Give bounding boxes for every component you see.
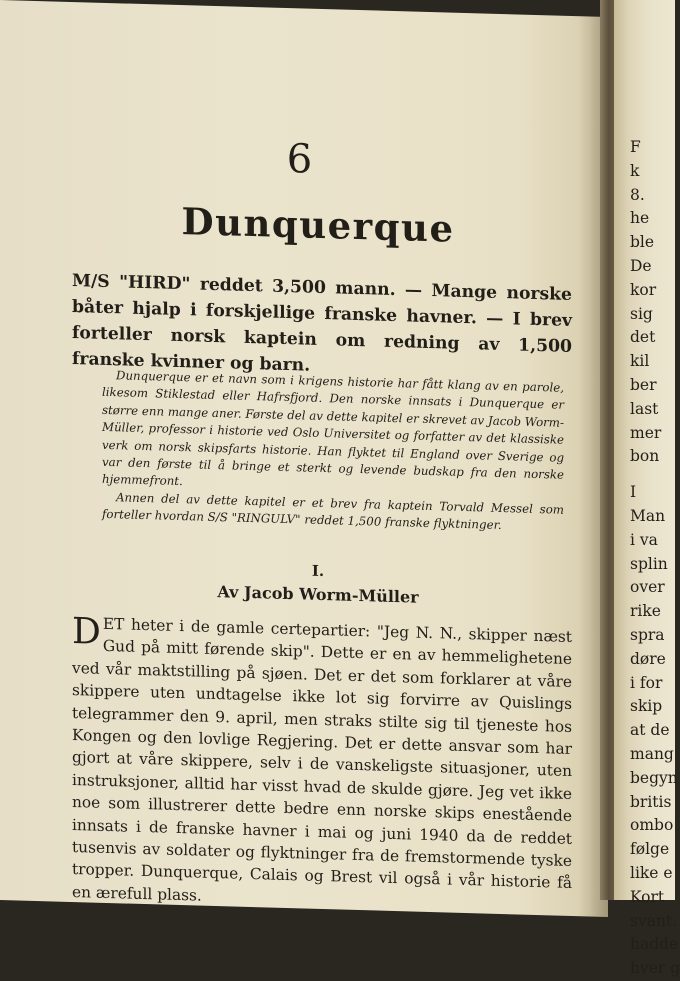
drop-cap: D: [72, 611, 101, 653]
body-paragraph: [72, 612, 572, 917]
right-page: [614, 0, 680, 978]
right-line: hadde: [630, 935, 679, 954]
right-line: ble: [630, 233, 655, 252]
section-author: Av Jacob Worm-Müller: [217, 582, 419, 607]
right-line: døre: [630, 649, 666, 668]
right-line: svant.: [630, 911, 678, 930]
right-line: last: [630, 399, 659, 418]
right-line: he: [630, 209, 650, 228]
right-line: skip: [630, 697, 663, 716]
right-line: bon: [630, 447, 660, 466]
right-line: i for: [630, 673, 663, 692]
right-line: F: [630, 138, 641, 156]
right-line: rike: [630, 602, 661, 621]
intro-paragraph-1: Dunquerque er et navn som i krigens historie har fått klang av en parole, likesom Stiklestad eller Hafrsfjord. Den norske innsats i Dunquerque er større enn mange aner. Første del av dette kapitel er skrevet av Jacob Worm-Müller, professor i historie ved Oslo Universitet og forfatter av det klassiske verk om norsk skipsfarts historie. Han flyktet til England over Sverige og var den første til å bringe et sterkt og levende budskap fra den norske hjemmefront.: [102, 368, 564, 489]
chapter-title: Dunquerque: [181, 199, 455, 251]
right-line: i va: [630, 530, 658, 549]
right-line: k: [630, 161, 640, 180]
right-line: spra: [630, 625, 665, 644]
right-line: mer: [630, 423, 662, 442]
right-line: I: [630, 483, 637, 502]
right-line: De: [630, 256, 652, 275]
right-line: mang: [630, 744, 674, 763]
right-line: over: [630, 578, 665, 597]
right-line: at de: [630, 721, 670, 740]
right-line: kil: [630, 352, 650, 371]
right-line: like e: [630, 863, 673, 882]
right-line: hver g: [630, 959, 680, 978]
body-text: ET heter i de gamle certepartier: "Jeg N. N., skipper næst Gud på mitt førende skip". Dette er en av hemmelighetene ved vår maktstilling på sjøen. Det er det som forklarer at våre skippere uten undtagelse ikke lot sig forvirre av Quislings telegrammer den 9. april, men straks stilte sig til tjeneste hos Kongen og den lovlige Regjering. Det er dette ansvar som har gjort at våre skippere, selv i de vanskeligste situasjoner, uten instruksjoner, alltid har visst hvad de skulde gjøre. Jeg vet ikke noe som illustrerer dette bedre enn norske skips enestående innsats i de franske havner i mai og juni 1940 da de reddet tusenvis av soldater og flyktninger fra de fremstormende tyske tropper. Dunquerque, Calais og Brest vil også i vår historie få en ærefull plass.: [72, 614, 572, 905]
right-line: ber: [630, 375, 657, 394]
right-line: splin: [630, 554, 668, 573]
chapter-number: 6: [286, 136, 314, 183]
right-line: britis: [630, 792, 672, 811]
right-line: begyn: [630, 768, 678, 787]
right-line: Kort: [630, 887, 665, 906]
right-line: kor: [630, 280, 657, 299]
right-line: det: [630, 328, 656, 347]
section-numeral: I.: [311, 561, 325, 581]
right-page-lines: [630, 136, 680, 981]
right-line: ombo: [630, 816, 674, 835]
right-line: sig: [630, 304, 653, 323]
chapter-intro: [102, 367, 564, 537]
chapter-summary: M/S "HIRD" reddet 3,500 mann. — Mange norske båter hjalp i forskjellige franske havner. — I brev forteller norsk kaptein om redning av 1,500 franske kvinner og barn.: [72, 271, 572, 376]
intro-paragraph-2: Annen del av dette kapitel er et brev fra kaptein Torvald Messel som forteller hvordan S/S "RINGULV" reddet 1,500 franske flyktninger.: [102, 490, 564, 533]
right-line: 8.: [630, 185, 645, 204]
right-line: følge: [630, 840, 670, 859]
right-line: Man: [630, 506, 666, 525]
